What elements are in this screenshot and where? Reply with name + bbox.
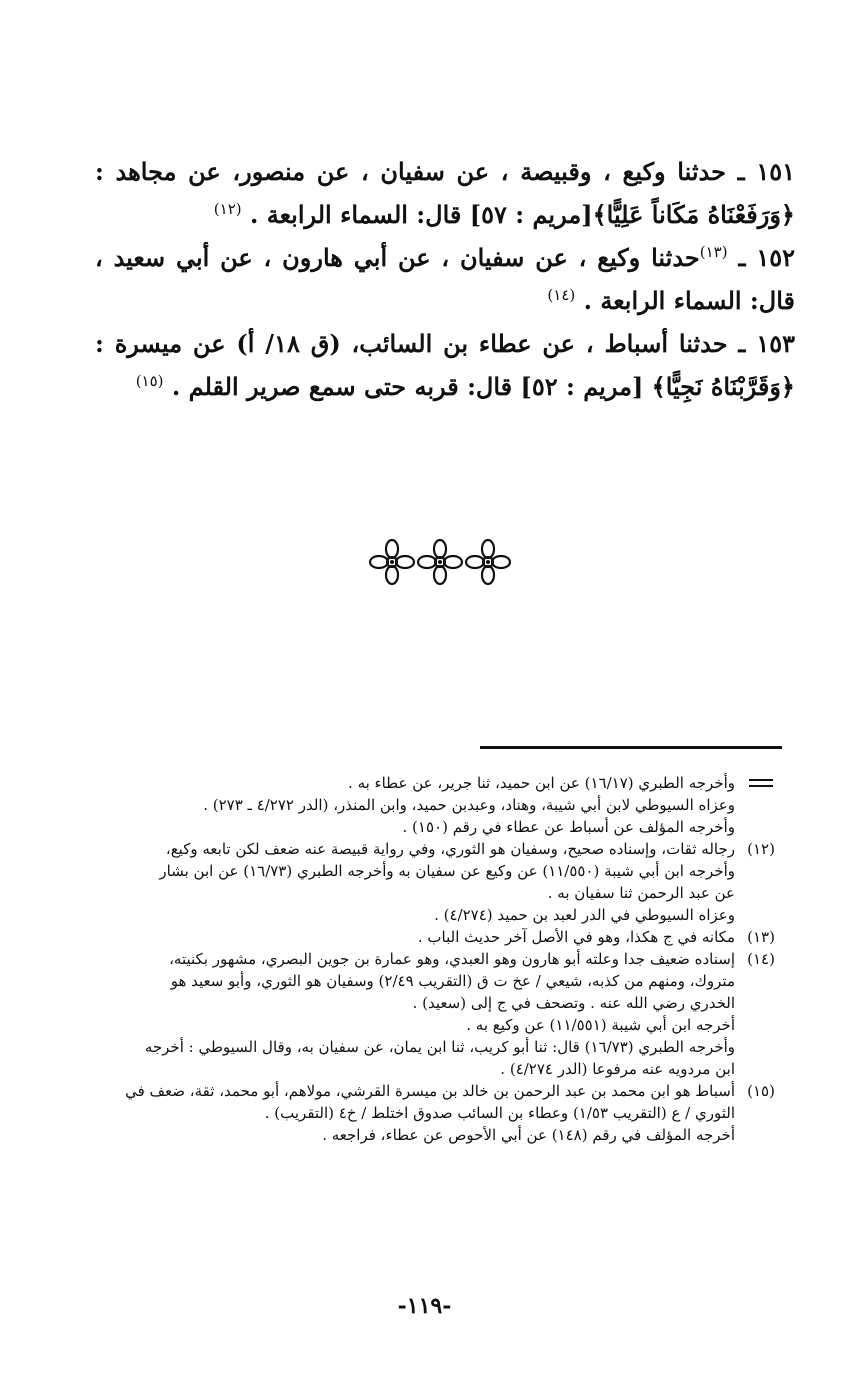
main-text (95, 150, 795, 408)
footnote-line: عن عبد الرحمن ثنا سفيان به . (547, 884, 735, 902)
footnote-ref[interactable]: (١٣) (699, 243, 728, 261)
hadith-text: [مريم : ٥٢] قال: قربه حتى سمع صرير القلم . (171, 372, 652, 401)
footnote-text (92, 1080, 735, 1146)
footnote-line: وعزاه السيوطي في الدر لعبد بن حميد (٤/٢٧٤) . (434, 906, 735, 924)
footnote-line: وأخرجه المؤلف عن أسباط عن عطاء في رقم (١٥٠) . (402, 818, 735, 836)
footnote-text (92, 772, 735, 838)
footnote-ref[interactable]: (١٥) (135, 372, 164, 390)
hadith-number: ١٥٣ (756, 329, 795, 358)
footnote-number: (١٢) (747, 840, 775, 858)
footnote-line: متروك، ومنهم من كذبه، شيعي / عخ ت ق (التقريب ٢/٤٩) وسفيان هو الثوري، وأبو سعيد هو (170, 972, 735, 990)
continuation-mark-icon (735, 772, 787, 838)
footnote-line: وعزاه السيوطي لابن أبي شيبة، وهناد، وعبدبن حميد، وابن المنذر، (الدر ٤/٢٧٢ ـ ٢٧٣) . (203, 796, 735, 814)
hadith-text: حدثنا وكيع ، عن سفيان ، عن أبي هارون ، عن أبي سعيد ، قال: السماء الرابعة . (95, 243, 795, 315)
footnote-line: أخرجه ابن أبي شيبة (١١/٥٥١) عن وكيع به . (466, 1016, 735, 1034)
page-number: -١١٩- (397, 1293, 452, 1319)
footnote-text (92, 926, 735, 948)
flower-ornament-icon (365, 533, 515, 591)
footnote-line: رجاله ثقات، وإسناده صحيح، وسفيان هو الثوري، وفي رواية قبيصة عنه ضعف لكن تابعه وكيع، (165, 840, 735, 858)
footnote-15 (92, 1080, 787, 1146)
hadith-text: ـ حدثنا وكيع ، وقبيصة ، عن سفيان ، عن منصور، عن مجاهد : (95, 157, 757, 186)
footnote-line: إسناده ضعيف جدا وعلته أبو هارون وهو العبدي، وهو عمارة بن جوين البصري، مشهور بكنيته، (169, 950, 735, 968)
footnote-line: ابن مردويه عنه مرفوعا (الدر ٤/٢٧٤) . (500, 1060, 735, 1078)
hadith-153 (95, 322, 795, 408)
footnote-13 (92, 926, 787, 948)
footnote-12 (92, 838, 787, 926)
footnote-line: وأخرجه ابن أبي شيبة (١١/٥٥٠) عن وكيع عن سفيان به وأخرجه الطبري (١٦/٧٣) عن ابن بشار (159, 862, 735, 880)
hadith-text: [مريم : ٥٧] قال: السماء الرابعة . (250, 200, 593, 229)
hadith-number: ١٥٢ (756, 243, 795, 272)
footnote-line: أسباط هو ابن محمد بن عبد الرحمن بن خالد بن ميسرة القرشي، مولاهم، أبو محمد، ثقة، ضعف في (125, 1082, 735, 1100)
footnote-text (92, 838, 735, 926)
footnote-text (92, 948, 735, 1080)
footnote-line: الثوري / ع (التقريب ١/٥٣) وعطاء بن السائب صدوق اختلط / خ٤ (التقريب) . (264, 1104, 735, 1122)
footnotes (92, 772, 787, 1146)
footnote-number: (١٤) (747, 950, 775, 968)
footnote-ref[interactable]: (١٤) (547, 286, 576, 304)
footnote-number: (١٥) (747, 1082, 775, 1100)
footnote-separator (480, 746, 782, 749)
quran-verse: ﴿وَقَرَّبْنَاهُ نَجِيًّا﴾ (651, 372, 795, 401)
footnote-line: أخرجه المؤلف في رقم (١٤٨) عن أبي الأحوص عن عطاء، فراجعه . (322, 1126, 735, 1144)
footnote-line: وأخرجه الطبري (١٦/٧٣) قال: ثنا أبو كريب، ثنا ابن يمان، عن سفيان به، وقال السيوطي : أخرجه (144, 1038, 735, 1056)
hadith-text: ـ حدثنا أسباط ، عن عطاء بن السائب، (ق ١٨/ أ) عن ميسرة : (95, 329, 757, 358)
footnote-ref[interactable]: (١٢) (213, 200, 242, 218)
hadith-151 (95, 150, 795, 236)
quran-verse: ﴿وَرَفَعْنَاهُ مَكَاناً عَلِيًّا﴾ (592, 200, 795, 229)
hadith-number: ١٥١ (756, 157, 795, 186)
footnote-line: مكانه في ج هكذا، وهو في الأصل آخر حديث الباب . (417, 928, 735, 946)
footnote-continued (92, 772, 787, 838)
footnote-line: الخدري رضي الله عنه . وتصحف في ج إلى (سعيد) . (412, 994, 735, 1012)
footnote-line: وأخرجه الطبري (١٦/١٧) عن ابن حميد، ثنا جرير، عن عطاء به . (348, 774, 735, 792)
footnote-14 (92, 948, 787, 1080)
footnote-number: (١٣) (747, 928, 775, 946)
hadith-152: ١٥٢ ـ $^{(١٣)}$حدثنا وكيع ، عن سفيان ، عن أبي هارون ، عن أبي سعيد ، قال: السماء الرابعة . $^{(١٤)}$ (95, 243, 795, 315)
